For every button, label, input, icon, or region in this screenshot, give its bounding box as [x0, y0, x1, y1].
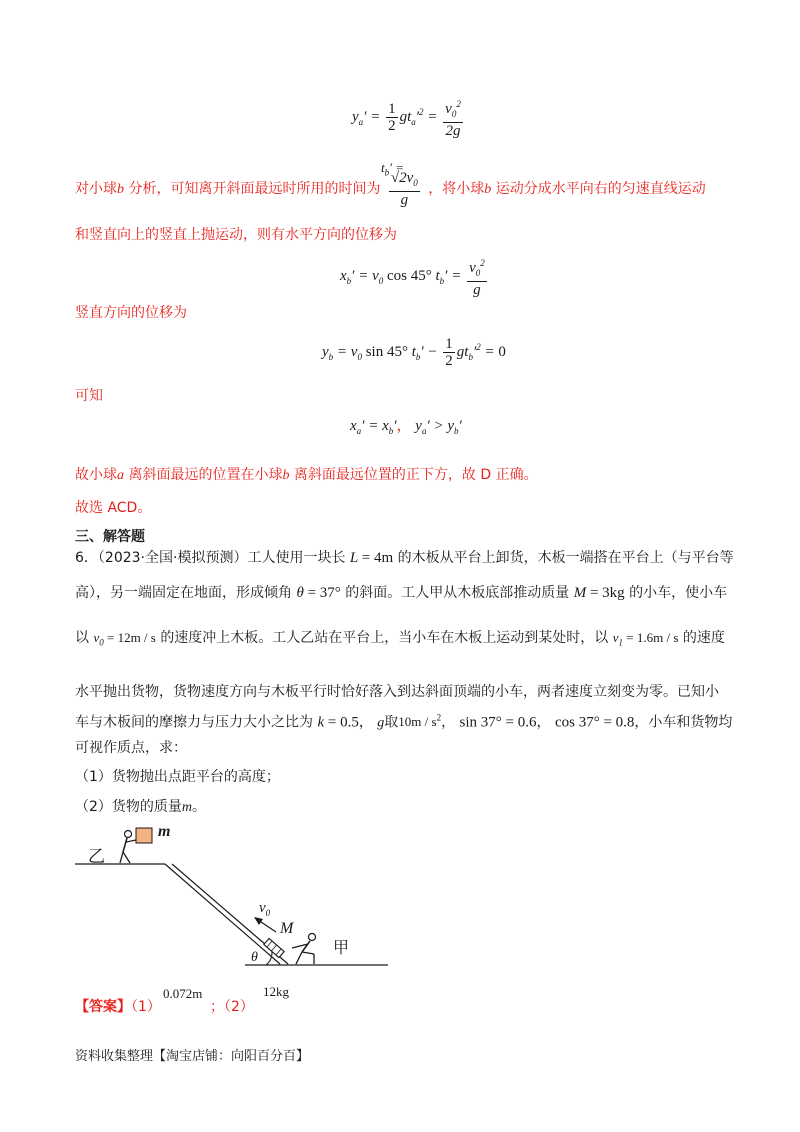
cargo-box: [136, 828, 152, 843]
question-1: （1）货物抛出点距平台的高度；: [75, 769, 280, 785]
label-v0: $v_0$: [259, 900, 271, 918]
solution-line-2: 和竖直向上的竖直上抛运动，则有水平方向的位移为: [75, 227, 397, 243]
answer-line: 【答案】（1）: [75, 999, 161, 1015]
solution-line-5: 故小球a 离斜面最远的位置在小球b 离斜面最远位置的正下方，故 D 正确。: [75, 467, 538, 483]
section-title: 三、解答题: [75, 529, 145, 545]
answer-value-2: 12kg: [263, 984, 289, 999]
solution-line-6: 故选 ACD。: [75, 500, 152, 516]
footer: 资料收集整理【淘宝店铺：向阳百分百】: [75, 1049, 310, 1064]
cart: [264, 938, 284, 957]
formula-xb: $x_b' = v_0$ cos 45° $t_b'$ = $\frac{v_0^2}{g}$: [340, 255, 489, 298]
label-yi: 乙: [88, 847, 105, 867]
answer-label: 【答案】: [75, 999, 131, 1015]
solution-line-3: 竖直方向的位移为: [75, 305, 187, 321]
problem-line-6: 可视作质点，求：: [75, 740, 187, 756]
label-M: M: [280, 920, 294, 937]
formula-compare: $x_a' = x_b'$， $y_a' > y_b'$: [350, 418, 462, 436]
problem-line-3: 以 $v_0 = 12m / s$ 的速度冲上木板。工人乙站在平台上，当小车在木板上运动到某处时，以 $v_1 = 1.6m / s$ 的速度: [75, 630, 725, 648]
question-2: （2）货物的质量m。: [75, 799, 207, 815]
answer-sep: ；（2）: [210, 999, 254, 1015]
formula-ya: $y_a'$ = $\frac{1}{2}$ $gt_a'^2$ = $\frac{v_0^2}{2g}$: [352, 96, 465, 139]
problem-line-5: 车与木板间的摩擦力与压力大小之比为 k = 0.5， g取$10m / s^2$， sin 37° = 0.6， cos 37° = 0.8，小车和货物均: [75, 713, 733, 731]
solution-line-1: 对小球b 分析，可知离开斜面最远时所用的时间为 $\frac{√2v_0}{g}$ ，将小球b 运动分成水平向右的匀速直线运动: [75, 170, 706, 208]
label-m: m: [158, 823, 171, 840]
label-jia: 甲: [333, 938, 350, 957]
answer-value-1: 0.072m: [163, 986, 203, 1001]
formula-tb: $t_b'$ =: [381, 160, 404, 178]
worker-jia: [292, 934, 316, 965]
solution-line-4: 可知: [75, 388, 103, 404]
problem-line-4: 水平抛出货物，货物速度方向与木板平行时恰好落入到达斜面顶端的小车，两者速度立刻变为零。已知小: [75, 684, 719, 700]
label-theta: θ: [251, 950, 258, 965]
worker-yi: [120, 831, 136, 864]
formula-yb: $y_b = v_0$ sin 45° $t_b'$ − $\frac{1}{2}$ $gt_b'^2 = 0$: [322, 336, 506, 369]
problem-line-2: 高），另一端固定在地面，形成倾角 θ = 37° 的斜面。工人甲从木板底部推动质量 M = 3kg 的小车，使小车: [75, 585, 728, 601]
problem-line-1: 6．（2023·全国·模拟预测）工人使用一块长 L = 4m 的木板从平台上卸货，木板一端搭在平台上（与平台等: [75, 550, 734, 566]
incline-figure: [70, 820, 400, 970]
velocity-arrowhead: [254, 917, 263, 925]
